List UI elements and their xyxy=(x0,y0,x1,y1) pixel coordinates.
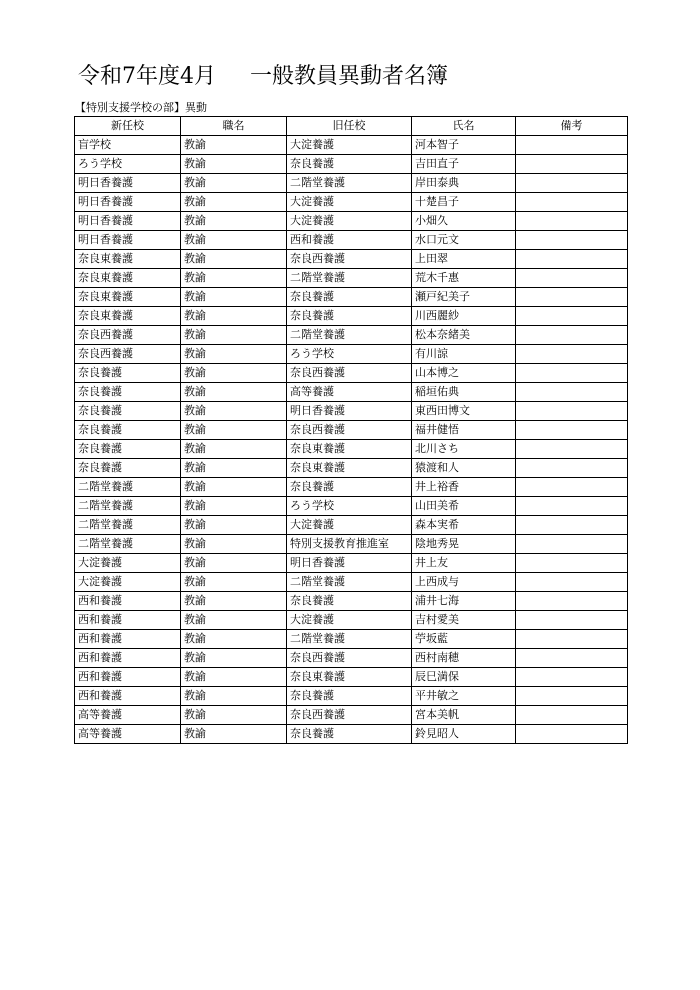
name-cell: 水口元文 xyxy=(412,231,516,250)
remarks-cell xyxy=(516,345,628,364)
position-cell: 教諭 xyxy=(181,174,287,193)
table-row xyxy=(75,668,628,687)
previous-school-cell: 奈良東養護 xyxy=(287,459,412,478)
position-cell: 教諭 xyxy=(181,136,287,155)
table-row xyxy=(75,288,628,307)
table-row xyxy=(75,630,628,649)
previous-school-cell: 奈良養護 xyxy=(287,288,412,307)
previous-school-cell: 奈良養護 xyxy=(287,478,412,497)
position-cell: 教諭 xyxy=(181,459,287,478)
table-row xyxy=(75,326,628,345)
column-header-previous-school: 旧任校 xyxy=(287,117,412,136)
remarks-cell xyxy=(516,136,628,155)
remarks-cell xyxy=(516,516,628,535)
name-cell: 吉田直子 xyxy=(412,155,516,174)
name-cell: 荒木千惠 xyxy=(412,269,516,288)
position-cell: 教諭 xyxy=(181,573,287,592)
remarks-cell xyxy=(516,250,628,269)
position-cell: 教諭 xyxy=(181,706,287,725)
name-cell: 井上裕香 xyxy=(412,478,516,497)
name-cell: 小畑久 xyxy=(412,212,516,231)
remarks-cell xyxy=(516,174,628,193)
name-cell: 森本実希 xyxy=(412,516,516,535)
position-cell: 教諭 xyxy=(181,516,287,535)
new-school-cell: 明日香養護 xyxy=(75,174,181,193)
new-school-cell: 二階堂養護 xyxy=(75,478,181,497)
new-school-cell: 奈良西養護 xyxy=(75,345,181,364)
position-cell: 教諭 xyxy=(181,212,287,231)
previous-school-cell: 奈良養護 xyxy=(287,307,412,326)
title-period: 令和7年度4月 xyxy=(78,64,216,89)
table-row xyxy=(75,231,628,250)
remarks-cell xyxy=(516,421,628,440)
table-row xyxy=(75,459,628,478)
previous-school-cell: 奈良東養護 xyxy=(287,668,412,687)
table-row xyxy=(75,573,628,592)
new-school-cell: 奈良養護 xyxy=(75,421,181,440)
remarks-cell xyxy=(516,649,628,668)
position-cell: 教諭 xyxy=(181,155,287,174)
new-school-cell: 奈良東養護 xyxy=(75,288,181,307)
position-cell: 教諭 xyxy=(181,554,287,573)
previous-school-cell: 二階堂養護 xyxy=(287,573,412,592)
table-row xyxy=(75,383,628,402)
name-cell: 鈴見昭人 xyxy=(412,725,516,744)
name-cell: 東西田博文 xyxy=(412,402,516,421)
table-row xyxy=(75,592,628,611)
new-school-cell: 高等養護 xyxy=(75,725,181,744)
column-header-new-school: 新任校 xyxy=(75,117,181,136)
position-cell: 教諭 xyxy=(181,478,287,497)
table-row xyxy=(75,649,628,668)
name-cell: 平井敏之 xyxy=(412,687,516,706)
name-cell: 河本智子 xyxy=(412,136,516,155)
remarks-cell xyxy=(516,611,628,630)
previous-school-cell: 明日香養護 xyxy=(287,402,412,421)
table-row xyxy=(75,516,628,535)
name-cell: 浦井七海 xyxy=(412,592,516,611)
previous-school-cell: 二階堂養護 xyxy=(287,174,412,193)
column-header-position: 職名 xyxy=(181,117,287,136)
new-school-cell: 奈良東養護 xyxy=(75,307,181,326)
previous-school-cell: 奈良養護 xyxy=(287,155,412,174)
previous-school-cell: 明日香養護 xyxy=(287,554,412,573)
remarks-cell xyxy=(516,535,628,554)
remarks-cell xyxy=(516,307,628,326)
new-school-cell: 二階堂養護 xyxy=(75,516,181,535)
new-school-cell: 明日香養護 xyxy=(75,193,181,212)
table-row xyxy=(75,725,628,744)
position-cell: 教諭 xyxy=(181,497,287,516)
remarks-cell xyxy=(516,288,628,307)
table-row xyxy=(75,155,628,174)
position-cell: 教諭 xyxy=(181,421,287,440)
table-row xyxy=(75,250,628,269)
remarks-cell xyxy=(516,668,628,687)
table-row xyxy=(75,193,628,212)
name-cell: 吉村愛美 xyxy=(412,611,516,630)
previous-school-cell: 二階堂養護 xyxy=(287,326,412,345)
remarks-cell xyxy=(516,269,628,288)
previous-school-cell: ろう学校 xyxy=(287,497,412,516)
table-row xyxy=(75,687,628,706)
name-cell: 岸田泰典 xyxy=(412,174,516,193)
table-row xyxy=(75,554,628,573)
position-cell: 教諭 xyxy=(181,383,287,402)
table-row xyxy=(75,212,628,231)
name-cell: 陰地秀晃 xyxy=(412,535,516,554)
new-school-cell: 明日香養護 xyxy=(75,231,181,250)
new-school-cell: 明日香養護 xyxy=(75,212,181,231)
previous-school-cell: 奈良東養護 xyxy=(287,440,412,459)
roster-body xyxy=(75,136,628,744)
remarks-cell xyxy=(516,497,628,516)
position-cell: 教諭 xyxy=(181,535,287,554)
position-cell: 教諭 xyxy=(181,402,287,421)
new-school-cell: 奈良養護 xyxy=(75,440,181,459)
position-cell: 教諭 xyxy=(181,288,287,307)
remarks-cell xyxy=(516,554,628,573)
name-cell: 辰巳満保 xyxy=(412,668,516,687)
document-title xyxy=(78,62,448,92)
remarks-cell xyxy=(516,440,628,459)
previous-school-cell: 奈良西養護 xyxy=(287,649,412,668)
position-cell: 教諭 xyxy=(181,269,287,288)
remarks-cell xyxy=(516,687,628,706)
new-school-cell: 奈良養護 xyxy=(75,364,181,383)
new-school-cell: 大淀養護 xyxy=(75,554,181,573)
remarks-cell xyxy=(516,383,628,402)
name-cell: 瀬戸紀美子 xyxy=(412,288,516,307)
table-row xyxy=(75,269,628,288)
new-school-cell: 二階堂養護 xyxy=(75,535,181,554)
table-row xyxy=(75,307,628,326)
remarks-cell xyxy=(516,706,628,725)
position-cell: 教諭 xyxy=(181,345,287,364)
name-cell: 井上友 xyxy=(412,554,516,573)
remarks-cell xyxy=(516,231,628,250)
name-cell: 川西麗紗 xyxy=(412,307,516,326)
position-cell: 教諭 xyxy=(181,611,287,630)
remarks-cell xyxy=(516,478,628,497)
remarks-cell xyxy=(516,212,628,231)
position-cell: 教諭 xyxy=(181,326,287,345)
remarks-cell xyxy=(516,364,628,383)
new-school-cell: 大淀養護 xyxy=(75,573,181,592)
table-row xyxy=(75,421,628,440)
name-cell: 上西成与 xyxy=(412,573,516,592)
table-row xyxy=(75,345,628,364)
new-school-cell: 奈良西養護 xyxy=(75,326,181,345)
table-row xyxy=(75,478,628,497)
new-school-cell: 奈良養護 xyxy=(75,402,181,421)
name-cell: 福井健悟 xyxy=(412,421,516,440)
name-cell: 宮本美帆 xyxy=(412,706,516,725)
remarks-cell xyxy=(516,725,628,744)
new-school-cell: 二階堂養護 xyxy=(75,497,181,516)
remarks-cell xyxy=(516,326,628,345)
previous-school-cell: 奈良養護 xyxy=(287,687,412,706)
table-row xyxy=(75,402,628,421)
previous-school-cell: 高等養護 xyxy=(287,383,412,402)
title-main: 一般教員異動者名簿 xyxy=(250,64,449,89)
position-cell: 教諭 xyxy=(181,193,287,212)
new-school-cell: 高等養護 xyxy=(75,706,181,725)
position-cell: 教諭 xyxy=(181,668,287,687)
new-school-cell: 奈良東養護 xyxy=(75,250,181,269)
new-school-cell: 盲学校 xyxy=(75,136,181,155)
position-cell: 教諭 xyxy=(181,687,287,706)
new-school-cell: 西和養護 xyxy=(75,668,181,687)
previous-school-cell: 大淀養護 xyxy=(287,212,412,231)
table-row xyxy=(75,174,628,193)
new-school-cell: 奈良東養護 xyxy=(75,269,181,288)
name-cell: 山本博之 xyxy=(412,364,516,383)
remarks-cell xyxy=(516,402,628,421)
transfer-roster-table xyxy=(74,116,628,744)
new-school-cell: 奈良養護 xyxy=(75,383,181,402)
section-label: 【特別支援学校の部】異動 xyxy=(75,101,207,114)
position-cell: 教諭 xyxy=(181,364,287,383)
position-cell: 教諭 xyxy=(181,250,287,269)
name-cell: 松本奈緒美 xyxy=(412,326,516,345)
remarks-cell xyxy=(516,459,628,478)
table-row xyxy=(75,364,628,383)
previous-school-cell: 奈良西養護 xyxy=(287,364,412,383)
new-school-cell: 西和養護 xyxy=(75,611,181,630)
table-row xyxy=(75,497,628,516)
table-row xyxy=(75,440,628,459)
previous-school-cell: 西和養護 xyxy=(287,231,412,250)
new-school-cell: 西和養護 xyxy=(75,630,181,649)
header-row xyxy=(75,117,628,136)
previous-school-cell: 大淀養護 xyxy=(287,136,412,155)
name-cell: 山田美希 xyxy=(412,497,516,516)
new-school-cell: 奈良養護 xyxy=(75,459,181,478)
new-school-cell: 西和養護 xyxy=(75,649,181,668)
remarks-cell xyxy=(516,592,628,611)
previous-school-cell: 奈良西養護 xyxy=(287,250,412,269)
table-row xyxy=(75,535,628,554)
position-cell: 教諭 xyxy=(181,725,287,744)
previous-school-cell: 大淀養護 xyxy=(287,193,412,212)
previous-school-cell: ろう学校 xyxy=(287,345,412,364)
position-cell: 教諭 xyxy=(181,440,287,459)
previous-school-cell: 奈良養護 xyxy=(287,725,412,744)
column-header-name: 氏名 xyxy=(412,117,516,136)
new-school-cell: 西和養護 xyxy=(75,592,181,611)
column-header-remarks: 備考 xyxy=(516,117,628,136)
previous-school-cell: 奈良養護 xyxy=(287,592,412,611)
new-school-cell: 西和養護 xyxy=(75,687,181,706)
new-school-cell: ろう学校 xyxy=(75,155,181,174)
name-cell: 猿渡和人 xyxy=(412,459,516,478)
previous-school-cell: 大淀養護 xyxy=(287,516,412,535)
remarks-cell xyxy=(516,193,628,212)
previous-school-cell: 二階堂養護 xyxy=(287,269,412,288)
previous-school-cell: 特別支援教育推進室 xyxy=(287,535,412,554)
previous-school-cell: 奈良西養護 xyxy=(287,421,412,440)
previous-school-cell: 大淀養護 xyxy=(287,611,412,630)
remarks-cell xyxy=(516,155,628,174)
name-cell: 北川さち xyxy=(412,440,516,459)
position-cell: 教諭 xyxy=(181,307,287,326)
table-row xyxy=(75,136,628,155)
previous-school-cell: 奈良西養護 xyxy=(287,706,412,725)
name-cell: 稲垣佑典 xyxy=(412,383,516,402)
position-cell: 教諭 xyxy=(181,231,287,250)
name-cell: 苧坂藍 xyxy=(412,630,516,649)
table-row xyxy=(75,706,628,725)
name-cell: 十楚昌子 xyxy=(412,193,516,212)
table-row xyxy=(75,611,628,630)
position-cell: 教諭 xyxy=(181,649,287,668)
remarks-cell xyxy=(516,630,628,649)
name-cell: 西村南穂 xyxy=(412,649,516,668)
remarks-cell xyxy=(516,573,628,592)
previous-school-cell: 二階堂養護 xyxy=(287,630,412,649)
name-cell: 有川諒 xyxy=(412,345,516,364)
position-cell: 教諭 xyxy=(181,630,287,649)
name-cell: 上田翠 xyxy=(412,250,516,269)
position-cell: 教諭 xyxy=(181,592,287,611)
